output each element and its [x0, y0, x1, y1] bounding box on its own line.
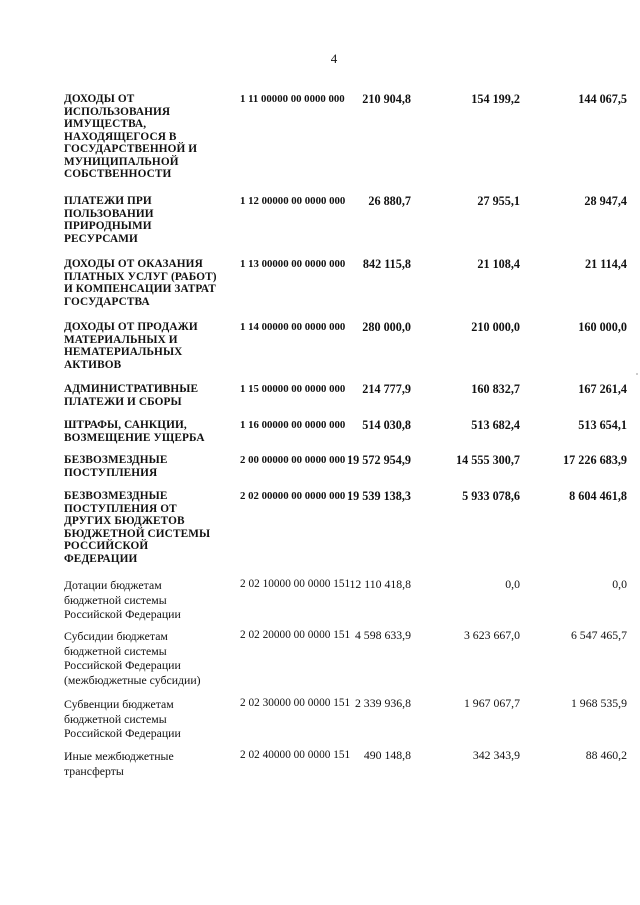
- row-value-3: 0,0: [612, 577, 627, 591]
- row-name-line: бюджетной системы: [64, 711, 167, 726]
- row-code: 1 13 00000 00 0000 000: [240, 258, 346, 270]
- row-name-line: Дотации бюджетам: [64, 578, 162, 592]
- row-name-line: ПЛАТЕЖИ И СБОРЫ: [64, 395, 182, 408]
- row-value-3: 167 261,4: [578, 382, 627, 396]
- row-name-line: СОБСТВЕННОСТИ: [64, 168, 172, 180]
- row-code: 2 02 30000 00 0000 151: [240, 697, 351, 709]
- row-name: [64, 93, 244, 181]
- row-name: [64, 490, 244, 565]
- row-value-2: 0,0: [505, 577, 520, 591]
- row-value-3: 28 947,4: [584, 194, 627, 208]
- row-value-2: 513 682,4: [471, 418, 520, 432]
- row-name-line: ФЕДЕРАЦИИ: [64, 552, 138, 565]
- row-value-2: 1 967 067,7: [463, 696, 520, 710]
- row-name-line: ПЛАТНЫХ УСЛУГ (РАБОТ): [64, 270, 217, 283]
- row-name-line: Российской Федерации: [64, 658, 181, 672]
- row-value-1: 26 880,7: [368, 194, 411, 208]
- row-value-3: 21 114,4: [585, 257, 627, 271]
- row-value-2: 160 832,7: [471, 382, 520, 396]
- row-name-line: ВОЗМЕЩЕНИЕ УЩЕРБА: [64, 431, 205, 444]
- row-value-2: 342 343,9: [472, 748, 520, 762]
- row-name-line: ДОХОДЫ ОТ ПРОДАЖИ: [64, 321, 198, 333]
- row-value-2: 154 199,2: [471, 92, 520, 106]
- row-value-2: 5 933 078,6: [462, 489, 520, 503]
- row-name-line: ГОСУДАРСТВЕННОЙ И: [64, 143, 198, 155]
- row-name-line: БЕЗВОЗМЕЗДНЫЕ: [64, 454, 168, 466]
- row-code: 2 02 40000 00 0000 151: [240, 749, 351, 761]
- row-code: 1 14 00000 00 0000 000: [240, 321, 346, 333]
- row-name: [64, 383, 244, 408]
- row-code: 1 16 00000 00 0000 000: [240, 419, 346, 431]
- row-value-1: 19 539 138,3: [347, 489, 411, 503]
- row-name-line: РОССИЙСКОЙ: [64, 540, 149, 552]
- row-name-line: (межбюджетные субсидии): [64, 672, 201, 687]
- row-name-line: ИМУЩЕСТВА,: [64, 118, 147, 130]
- row-name-line: ГОСУДАРСТВА: [64, 295, 150, 308]
- row-name-line: БЕЗВОЗМЕЗДНЫЕ: [64, 490, 168, 502]
- row-name: [64, 629, 244, 687]
- row-value-1: 2 339 936,8: [354, 696, 411, 710]
- row-value-1: 514 030,8: [362, 418, 411, 432]
- row-name-line: ПОСТУПЛЕНИЯ: [64, 466, 158, 479]
- row-name-line: МУНИЦИПАЛЬНОЙ: [64, 155, 179, 168]
- row-value-1: 280 000,0: [362, 320, 411, 334]
- row-name-line: МАТЕРИАЛЬНЫХ И: [64, 333, 178, 346]
- row-name: [64, 195, 244, 245]
- row-value-3: 144 067,5: [578, 92, 627, 106]
- row-code: 1 12 00000 00 0000 000: [240, 195, 346, 207]
- row-value-3: 88 460,2: [585, 748, 627, 762]
- row-name-line: НАХОДЯЩЕГОСЯ В: [64, 130, 177, 143]
- row-code: 2 02 20000 00 0000 151: [240, 629, 351, 641]
- row-code: 2 00 00000 00 0000 000: [240, 454, 346, 466]
- row-name: [64, 454, 244, 479]
- row-name-line: ДОХОДЫ ОТ: [64, 93, 135, 105]
- row-name-line: Российской Федерации: [64, 607, 181, 621]
- row-name-line: ДОХОДЫ ОТ ОКАЗАНИЯ: [64, 258, 203, 270]
- row-name: [64, 749, 244, 778]
- row-value-2: 14 555 300,7: [456, 453, 520, 467]
- row-value-1: 12 110 418,8: [349, 577, 411, 591]
- row-name-line: Иные межбюджетные: [64, 749, 174, 763]
- row-value-1: 4 598 633,9: [354, 628, 411, 642]
- row-name-line: ДРУГИХ БЮДЖЕТОВ: [64, 515, 185, 527]
- row-value-1: 210 904,8: [362, 92, 411, 106]
- row-name-line: бюджетной системы: [64, 592, 167, 607]
- row-code: 1 15 00000 00 0000 000: [240, 383, 346, 395]
- row-name-line: НЕМАТЕРИАЛЬНЫХ: [64, 346, 183, 358]
- row-value-1: 842 115,8: [362, 257, 411, 271]
- row-name-line: Субсидии бюджетам: [64, 629, 168, 643]
- row-name-line: РЕСУРСАМИ: [64, 232, 138, 245]
- row-name: [64, 258, 244, 308]
- row-value-1: 214 777,9: [362, 382, 411, 396]
- row-name-line: трансферты: [64, 763, 124, 778]
- row-value-2: 21 108,4: [477, 257, 520, 271]
- row-value-3: 160 000,0: [578, 320, 627, 334]
- row-value-3: 8 604 461,8: [569, 489, 627, 503]
- row-value-2: 210 000,0: [471, 320, 520, 334]
- row-name-line: БЮДЖЕТНОЙ СИСТЕМЫ: [64, 527, 211, 540]
- row-name-line: И КОМПЕНСАЦИИ ЗАТРАТ: [64, 283, 216, 295]
- row-name-line: АКТИВОВ: [64, 358, 122, 371]
- row-value-3: 1 968 535,9: [570, 696, 627, 710]
- row-name-line: ИСПОЛЬЗОВАНИЯ: [64, 105, 171, 118]
- row-name-line: ШТРАФЫ, САНКЦИИ,: [64, 419, 187, 431]
- row-name-line: АДМИНИСТРАТИВНЫЕ: [64, 383, 199, 395]
- row-name-line: Российской Федерации: [64, 726, 181, 740]
- scan-speck: [636, 373, 638, 375]
- row-code: 2 02 00000 00 0000 000: [240, 490, 346, 502]
- row-name-line: ПОЛЬЗОВАНИИ: [64, 207, 154, 220]
- row-value-3: 6 547 465,7: [570, 628, 627, 642]
- row-name-line: ПОСТУПЛЕНИЯ ОТ: [64, 502, 177, 515]
- row-name-line: ПЛАТЕЖИ ПРИ: [64, 195, 152, 207]
- row-code: 1 11 00000 00 0000 000: [240, 93, 345, 105]
- row-name: [64, 697, 244, 741]
- row-name-line: бюджетной системы: [64, 643, 167, 658]
- row-value-2: 3 623 667,0: [463, 628, 520, 642]
- row-value-3: 513 654,1: [578, 418, 627, 432]
- row-name: [64, 578, 244, 622]
- row-value-1: 19 572 954,9: [347, 453, 411, 467]
- row-value-2: 27 955,1: [477, 194, 520, 208]
- page-number: 4: [330, 51, 338, 66]
- row-name: [64, 419, 244, 444]
- row-name-line: ПРИРОДНЫМИ: [64, 220, 152, 232]
- row-value-1: 490 148,8: [363, 748, 411, 762]
- row-name: [64, 321, 244, 371]
- row-name-line: Субвенции бюджетам: [64, 697, 174, 711]
- row-value-3: 17 226 683,9: [563, 453, 627, 467]
- row-code: 2 02 10000 00 0000 151: [240, 578, 351, 590]
